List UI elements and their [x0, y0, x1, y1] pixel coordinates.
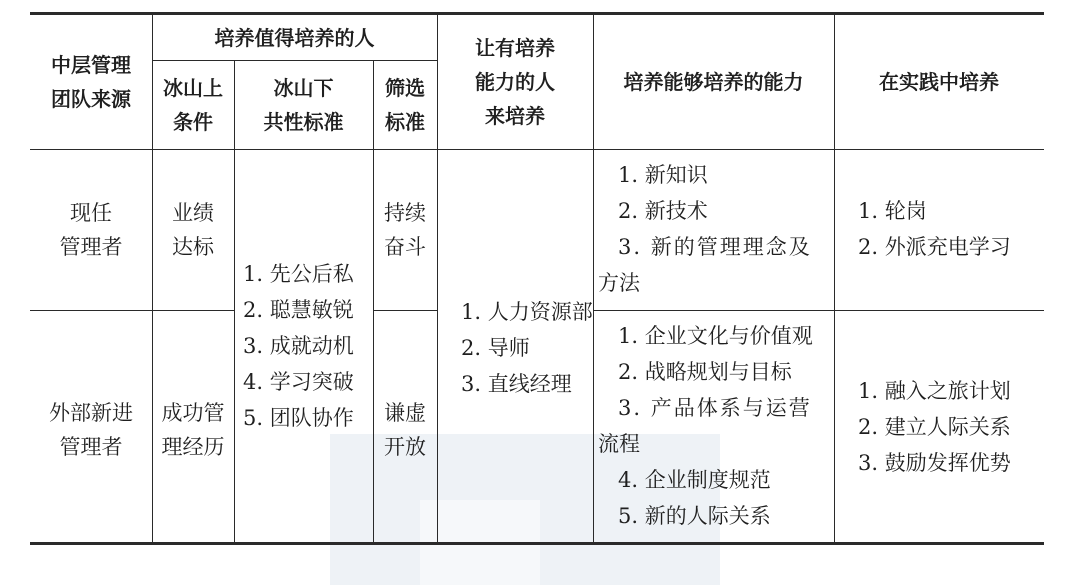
row2-abilities-list: [598, 318, 834, 534]
table-bottom-rule: [30, 542, 1044, 545]
list-item: 3. 成就动机: [243, 334, 354, 358]
list-item: 1. 人力资源部: [461, 300, 593, 324]
row2-practice-list: [858, 373, 1011, 481]
row1-practice-list: [858, 193, 1011, 265]
list-item: 2. 战略规划与目标: [618, 360, 792, 384]
row-divider-screening: [373, 310, 437, 311]
list-item: 1. 轮岗: [858, 199, 927, 223]
list-item: 2. 外派充电学习: [858, 235, 1011, 259]
header-above-water: 冰山上 条件: [163, 76, 223, 134]
capable-trainers-list: [461, 294, 593, 402]
list-item: 3. 直线经理: [461, 372, 572, 396]
row1-abilities-list: [598, 157, 834, 301]
header-practice: 在实践中培养: [879, 70, 999, 94]
list-item: 3. 产品体系与运营: [618, 396, 812, 420]
list-item: 流程: [598, 432, 640, 456]
header-source: 中层管理 团队来源: [51, 53, 131, 111]
row1-screening: 持续 奋斗: [384, 201, 426, 259]
header-group: 培养值得培养的人: [214, 25, 375, 50]
list-item: 1. 先公后私: [243, 262, 354, 286]
list-item: 2. 建立人际关系: [858, 415, 1011, 439]
list-item: 5. 团队协作: [243, 406, 354, 430]
row1-source: 现任 管理者: [59, 201, 123, 259]
list-item: 1. 企业文化与价值观: [618, 324, 813, 348]
row2-source: 外部新进 管理者: [49, 401, 133, 459]
header-below-water: 冰山下 共性标准: [263, 76, 344, 134]
list-item: 2. 导师: [461, 336, 530, 360]
row2-above-water: 成功管 理经历: [161, 401, 225, 459]
list-item: 5. 新的人际关系: [618, 504, 771, 528]
list-item: 2. 新技术: [618, 199, 708, 223]
list-item: 1. 新知识: [618, 163, 708, 187]
header-screening: 筛选 标准: [385, 76, 425, 134]
below-water-standards-list: [243, 256, 354, 436]
list-item: 1. 融入之旅计划: [858, 379, 1011, 403]
header-capable: 让有培养 能力的人 来培养: [475, 36, 555, 128]
list-item: 2. 聪慧敏锐: [243, 298, 354, 322]
row-divider-right: [593, 310, 1044, 311]
row2-screening: 谦虚 开放: [384, 401, 426, 459]
row-divider-left: [30, 310, 235, 311]
list-item: 4. 企业制度规范: [618, 468, 771, 492]
list-item: 3. 鼓励发挥优势: [858, 451, 1011, 475]
list-item: 3. 新的管理理念及: [618, 235, 812, 259]
list-item: 方法: [598, 271, 640, 295]
row1-above-water: 业绩 达标: [172, 201, 214, 259]
list-item: 4. 学习突破: [243, 370, 354, 394]
header-abilities: 培养能够培养的能力: [623, 70, 804, 94]
